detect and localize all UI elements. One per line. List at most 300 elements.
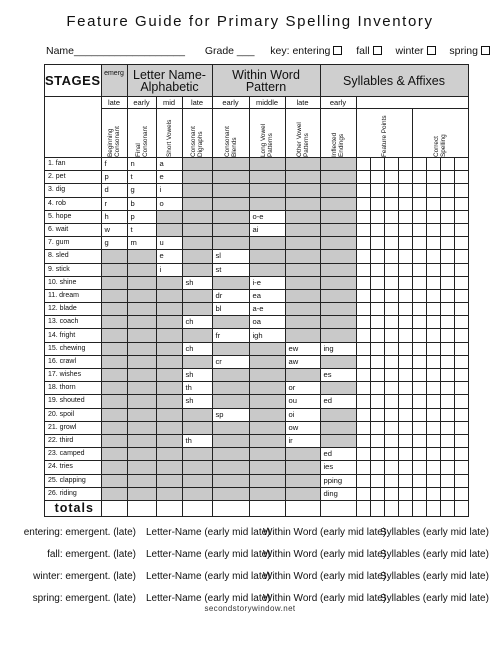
- feature-cell[interactable]: [249, 184, 285, 197]
- feature-cell[interactable]: [156, 355, 182, 368]
- tally-cell[interactable]: [412, 487, 426, 500]
- feature-cell[interactable]: [320, 408, 356, 421]
- tally-cell[interactable]: [454, 434, 468, 447]
- tally-cell[interactable]: [426, 263, 440, 276]
- feature-cell[interactable]: p: [101, 171, 127, 184]
- tally-cell[interactable]: [412, 250, 426, 263]
- feature-cell[interactable]: es: [320, 369, 356, 382]
- feature-cell[interactable]: i: [156, 184, 182, 197]
- feature-cell[interactable]: [101, 289, 127, 302]
- tally-cell[interactable]: [440, 263, 454, 276]
- feature-cell[interactable]: sl: [212, 250, 249, 263]
- tally-cell[interactable]: [356, 408, 370, 421]
- tally-cell[interactable]: [412, 474, 426, 487]
- feature-cell[interactable]: [101, 342, 127, 355]
- feature-cell[interactable]: [127, 276, 156, 289]
- feature-cell[interactable]: [249, 382, 285, 395]
- tally-cell[interactable]: [454, 329, 468, 342]
- tally-cell[interactable]: [398, 342, 412, 355]
- feature-cell[interactable]: cr: [212, 355, 249, 368]
- tally-cell[interactable]: [370, 250, 384, 263]
- feature-cell[interactable]: [127, 448, 156, 461]
- feature-cell[interactable]: [285, 263, 320, 276]
- tally-cell[interactable]: [370, 355, 384, 368]
- feature-cell[interactable]: [127, 303, 156, 316]
- feature-cell[interactable]: b: [127, 197, 156, 210]
- feature-cell[interactable]: a: [156, 158, 182, 171]
- feature-cell[interactable]: [127, 369, 156, 382]
- tally-cell[interactable]: [356, 487, 370, 500]
- feature-cell[interactable]: bl: [212, 303, 249, 316]
- feature-cell[interactable]: [249, 487, 285, 500]
- feature-cell[interactable]: [249, 250, 285, 263]
- tally-cell[interactable]: [384, 237, 398, 250]
- feature-cell[interactable]: [285, 448, 320, 461]
- tally-cell[interactable]: [370, 276, 384, 289]
- feature-cell[interactable]: [127, 355, 156, 368]
- feature-cell[interactable]: [285, 329, 320, 342]
- tally-cell[interactable]: [370, 197, 384, 210]
- tally-cell[interactable]: [370, 434, 384, 447]
- feature-cell[interactable]: [182, 223, 212, 236]
- tally-cell[interactable]: [454, 487, 468, 500]
- feature-cell[interactable]: [101, 263, 127, 276]
- fall-checkbox[interactable]: [373, 46, 382, 55]
- feature-cell[interactable]: m: [127, 237, 156, 250]
- tally-cell[interactable]: [356, 474, 370, 487]
- feature-cell[interactable]: [156, 395, 182, 408]
- feature-cell[interactable]: sp: [212, 408, 249, 421]
- feature-cell[interactable]: [182, 474, 212, 487]
- tally-cell[interactable]: [440, 289, 454, 302]
- tally-cell[interactable]: [412, 369, 426, 382]
- feature-cell[interactable]: [101, 355, 127, 368]
- tally-cell[interactable]: [426, 421, 440, 434]
- total-cell[interactable]: [398, 500, 412, 516]
- feature-cell[interactable]: ew: [285, 342, 320, 355]
- tally-cell[interactable]: [356, 263, 370, 276]
- feature-cell[interactable]: d: [101, 184, 127, 197]
- tally-cell[interactable]: [440, 250, 454, 263]
- tally-cell[interactable]: [356, 355, 370, 368]
- tally-cell[interactable]: [454, 342, 468, 355]
- tally-cell[interactable]: [440, 303, 454, 316]
- tally-cell[interactable]: [454, 382, 468, 395]
- feature-cell[interactable]: [320, 171, 356, 184]
- feature-cell[interactable]: [101, 369, 127, 382]
- feature-cell[interactable]: [320, 329, 356, 342]
- tally-cell[interactable]: [454, 197, 468, 210]
- total-cell[interactable]: [212, 500, 249, 516]
- feature-cell[interactable]: [249, 263, 285, 276]
- tally-cell[interactable]: [384, 461, 398, 474]
- tally-cell[interactable]: [440, 316, 454, 329]
- feature-cell[interactable]: [156, 382, 182, 395]
- feature-cell[interactable]: [156, 369, 182, 382]
- tally-cell[interactable]: [426, 171, 440, 184]
- tally-cell[interactable]: [398, 448, 412, 461]
- feature-cell[interactable]: [285, 461, 320, 474]
- feature-cell[interactable]: [156, 408, 182, 421]
- tally-cell[interactable]: [370, 369, 384, 382]
- tally-cell[interactable]: [384, 408, 398, 421]
- tally-cell[interactable]: [440, 487, 454, 500]
- tally-cell[interactable]: [426, 369, 440, 382]
- feature-cell[interactable]: [249, 448, 285, 461]
- feature-cell[interactable]: ed: [320, 448, 356, 461]
- tally-cell[interactable]: [454, 184, 468, 197]
- feature-cell[interactable]: [127, 461, 156, 474]
- tally-cell[interactable]: [398, 184, 412, 197]
- feature-cell[interactable]: [156, 276, 182, 289]
- feature-cell[interactable]: [127, 382, 156, 395]
- total-cell[interactable]: [356, 500, 370, 516]
- tally-cell[interactable]: [426, 329, 440, 342]
- feature-cell[interactable]: [249, 474, 285, 487]
- tally-cell[interactable]: [384, 369, 398, 382]
- feature-cell[interactable]: t: [127, 171, 156, 184]
- feature-cell[interactable]: [320, 197, 356, 210]
- feature-cell[interactable]: [320, 184, 356, 197]
- tally-cell[interactable]: [412, 303, 426, 316]
- tally-cell[interactable]: [426, 448, 440, 461]
- total-cell[interactable]: [454, 500, 468, 516]
- feature-cell[interactable]: or: [285, 382, 320, 395]
- feature-cell[interactable]: [285, 276, 320, 289]
- feature-cell[interactable]: [212, 223, 249, 236]
- tally-cell[interactable]: [426, 474, 440, 487]
- tally-cell[interactable]: [384, 289, 398, 302]
- feature-cell[interactable]: [320, 289, 356, 302]
- feature-cell[interactable]: g: [101, 237, 127, 250]
- feature-cell[interactable]: [249, 369, 285, 382]
- tally-cell[interactable]: [412, 263, 426, 276]
- feature-cell[interactable]: [182, 487, 212, 500]
- feature-cell[interactable]: fr: [212, 329, 249, 342]
- tally-cell[interactable]: [440, 223, 454, 236]
- total-cell[interactable]: [370, 500, 384, 516]
- tally-cell[interactable]: [370, 171, 384, 184]
- tally-cell[interactable]: [454, 355, 468, 368]
- tally-cell[interactable]: [398, 434, 412, 447]
- tally-cell[interactable]: [384, 171, 398, 184]
- feature-cell[interactable]: [212, 158, 249, 171]
- tally-cell[interactable]: [370, 342, 384, 355]
- feature-cell[interactable]: [249, 461, 285, 474]
- tally-cell[interactable]: [384, 474, 398, 487]
- tally-cell[interactable]: [426, 250, 440, 263]
- feature-cell[interactable]: [127, 408, 156, 421]
- feature-cell[interactable]: [212, 434, 249, 447]
- tally-cell[interactable]: [398, 355, 412, 368]
- tally-cell[interactable]: [426, 237, 440, 250]
- tally-cell[interactable]: [412, 316, 426, 329]
- feature-cell[interactable]: [101, 250, 127, 263]
- feature-cell[interactable]: [285, 210, 320, 223]
- tally-cell[interactable]: [370, 395, 384, 408]
- feature-cell[interactable]: [212, 237, 249, 250]
- tally-cell[interactable]: [384, 250, 398, 263]
- tally-cell[interactable]: [356, 448, 370, 461]
- feature-cell[interactable]: [320, 223, 356, 236]
- tally-cell[interactable]: [454, 408, 468, 421]
- tally-cell[interactable]: [426, 289, 440, 302]
- tally-cell[interactable]: [384, 210, 398, 223]
- feature-cell[interactable]: [101, 474, 127, 487]
- tally-cell[interactable]: [356, 210, 370, 223]
- tally-cell[interactable]: [454, 421, 468, 434]
- tally-cell[interactable]: [426, 184, 440, 197]
- tally-cell[interactable]: [440, 395, 454, 408]
- feature-cell[interactable]: [156, 223, 182, 236]
- feature-cell[interactable]: [101, 316, 127, 329]
- total-cell[interactable]: [156, 500, 182, 516]
- feature-cell[interactable]: [156, 461, 182, 474]
- tally-cell[interactable]: [384, 421, 398, 434]
- feature-cell[interactable]: [285, 474, 320, 487]
- feature-cell[interactable]: [212, 184, 249, 197]
- total-cell[interactable]: [320, 500, 356, 516]
- tally-cell[interactable]: [370, 223, 384, 236]
- feature-cell[interactable]: [320, 276, 356, 289]
- tally-cell[interactable]: [370, 382, 384, 395]
- tally-cell[interactable]: [440, 171, 454, 184]
- feature-cell[interactable]: [127, 421, 156, 434]
- tally-cell[interactable]: [370, 487, 384, 500]
- feature-cell[interactable]: [320, 434, 356, 447]
- tally-cell[interactable]: [454, 303, 468, 316]
- tally-cell[interactable]: [356, 329, 370, 342]
- tally-cell[interactable]: [426, 487, 440, 500]
- tally-cell[interactable]: [356, 158, 370, 171]
- tally-cell[interactable]: [370, 421, 384, 434]
- feature-cell[interactable]: [212, 487, 249, 500]
- feature-cell[interactable]: [156, 342, 182, 355]
- winter-checkbox[interactable]: [427, 46, 436, 55]
- tally-cell[interactable]: [370, 237, 384, 250]
- feature-cell[interactable]: t: [127, 223, 156, 236]
- tally-cell[interactable]: [454, 263, 468, 276]
- feature-cell[interactable]: [285, 184, 320, 197]
- total-cell[interactable]: [285, 500, 320, 516]
- feature-cell[interactable]: [182, 197, 212, 210]
- spring-checkbox[interactable]: [481, 46, 490, 55]
- tally-cell[interactable]: [440, 474, 454, 487]
- feature-cell[interactable]: sh: [182, 395, 212, 408]
- feature-cell[interactable]: [101, 448, 127, 461]
- tally-cell[interactable]: [426, 434, 440, 447]
- tally-cell[interactable]: [426, 355, 440, 368]
- tally-cell[interactable]: [356, 197, 370, 210]
- tally-cell[interactable]: [384, 303, 398, 316]
- feature-cell[interactable]: [156, 434, 182, 447]
- tally-cell[interactable]: [370, 303, 384, 316]
- feature-cell[interactable]: [212, 316, 249, 329]
- tally-cell[interactable]: [412, 210, 426, 223]
- feature-cell[interactable]: [182, 355, 212, 368]
- feature-cell[interactable]: r: [101, 197, 127, 210]
- tally-cell[interactable]: [398, 369, 412, 382]
- tally-cell[interactable]: [412, 434, 426, 447]
- tally-cell[interactable]: [356, 395, 370, 408]
- feature-cell[interactable]: [156, 316, 182, 329]
- tally-cell[interactable]: [356, 342, 370, 355]
- feature-cell[interactable]: ed: [320, 395, 356, 408]
- tally-cell[interactable]: [440, 197, 454, 210]
- tally-cell[interactable]: [412, 158, 426, 171]
- tally-cell[interactable]: [384, 263, 398, 276]
- feature-cell[interactable]: [320, 316, 356, 329]
- feature-cell[interactable]: [127, 316, 156, 329]
- tally-cell[interactable]: [398, 210, 412, 223]
- tally-cell[interactable]: [356, 369, 370, 382]
- tally-cell[interactable]: [356, 382, 370, 395]
- tally-cell[interactable]: [398, 237, 412, 250]
- feature-cell[interactable]: ing: [320, 342, 356, 355]
- feature-cell[interactable]: [285, 237, 320, 250]
- feature-cell[interactable]: [285, 316, 320, 329]
- tally-cell[interactable]: [398, 197, 412, 210]
- tally-cell[interactable]: [356, 421, 370, 434]
- tally-cell[interactable]: [370, 210, 384, 223]
- feature-cell[interactable]: oi: [285, 408, 320, 421]
- tally-cell[interactable]: [412, 184, 426, 197]
- tally-cell[interactable]: [398, 316, 412, 329]
- tally-cell[interactable]: [412, 237, 426, 250]
- feature-cell[interactable]: [127, 342, 156, 355]
- tally-cell[interactable]: [426, 223, 440, 236]
- feature-cell[interactable]: [212, 171, 249, 184]
- feature-cell[interactable]: n: [127, 158, 156, 171]
- tally-cell[interactable]: [412, 421, 426, 434]
- tally-cell[interactable]: [356, 171, 370, 184]
- feature-cell[interactable]: e: [156, 171, 182, 184]
- tally-cell[interactable]: [398, 171, 412, 184]
- feature-cell[interactable]: ir: [285, 434, 320, 447]
- feature-cell[interactable]: sh: [182, 369, 212, 382]
- total-cell[interactable]: [440, 500, 454, 516]
- feature-cell[interactable]: [127, 474, 156, 487]
- feature-cell[interactable]: [101, 276, 127, 289]
- feature-cell[interactable]: [156, 329, 182, 342]
- feature-cell[interactable]: [249, 434, 285, 447]
- feature-cell[interactable]: dr: [212, 289, 249, 302]
- tally-cell[interactable]: [454, 461, 468, 474]
- tally-cell[interactable]: [412, 329, 426, 342]
- tally-cell[interactable]: [454, 448, 468, 461]
- tally-cell[interactable]: [454, 210, 468, 223]
- feature-cell[interactable]: g: [127, 184, 156, 197]
- feature-cell[interactable]: [101, 303, 127, 316]
- feature-cell[interactable]: [249, 158, 285, 171]
- feature-cell[interactable]: [212, 461, 249, 474]
- feature-cell[interactable]: ies: [320, 461, 356, 474]
- feature-cell[interactable]: ai: [249, 223, 285, 236]
- feature-cell[interactable]: [182, 461, 212, 474]
- tally-cell[interactable]: [440, 408, 454, 421]
- tally-cell[interactable]: [412, 461, 426, 474]
- tally-cell[interactable]: [356, 184, 370, 197]
- tally-cell[interactable]: [370, 263, 384, 276]
- feature-cell[interactable]: [285, 197, 320, 210]
- tally-cell[interactable]: [356, 461, 370, 474]
- feature-cell[interactable]: igh: [249, 329, 285, 342]
- feature-cell[interactable]: [212, 421, 249, 434]
- feature-cell[interactable]: [182, 289, 212, 302]
- tally-cell[interactable]: [440, 184, 454, 197]
- tally-cell[interactable]: [398, 263, 412, 276]
- feature-cell[interactable]: ding: [320, 487, 356, 500]
- feature-cell[interactable]: h: [101, 210, 127, 223]
- tally-cell[interactable]: [454, 316, 468, 329]
- tally-cell[interactable]: [454, 250, 468, 263]
- feature-cell[interactable]: u: [156, 237, 182, 250]
- tally-cell[interactable]: [440, 329, 454, 342]
- feature-cell[interactable]: th: [182, 382, 212, 395]
- feature-cell[interactable]: [285, 487, 320, 500]
- total-cell[interactable]: [249, 500, 285, 516]
- feature-cell[interactable]: [285, 369, 320, 382]
- tally-cell[interactable]: [398, 461, 412, 474]
- feature-cell[interactable]: [101, 421, 127, 434]
- total-cell[interactable]: [384, 500, 398, 516]
- feature-cell[interactable]: [212, 474, 249, 487]
- tally-cell[interactable]: [426, 158, 440, 171]
- tally-cell[interactable]: [398, 303, 412, 316]
- tally-cell[interactable]: [384, 184, 398, 197]
- feature-cell[interactable]: [182, 158, 212, 171]
- feature-cell[interactable]: [182, 303, 212, 316]
- tally-cell[interactable]: [384, 487, 398, 500]
- feature-cell[interactable]: [127, 263, 156, 276]
- feature-cell[interactable]: [249, 197, 285, 210]
- tally-cell[interactable]: [426, 395, 440, 408]
- tally-cell[interactable]: [398, 329, 412, 342]
- tally-cell[interactable]: [440, 369, 454, 382]
- feature-cell[interactable]: [320, 250, 356, 263]
- feature-cell[interactable]: [320, 382, 356, 395]
- tally-cell[interactable]: [384, 223, 398, 236]
- feature-cell[interactable]: [101, 395, 127, 408]
- tally-cell[interactable]: [412, 289, 426, 302]
- feature-cell[interactable]: [101, 461, 127, 474]
- tally-cell[interactable]: [398, 487, 412, 500]
- tally-cell[interactable]: [384, 342, 398, 355]
- tally-cell[interactable]: [356, 276, 370, 289]
- tally-cell[interactable]: [356, 434, 370, 447]
- tally-cell[interactable]: [384, 158, 398, 171]
- total-cell[interactable]: [412, 500, 426, 516]
- tally-cell[interactable]: [412, 408, 426, 421]
- tally-cell[interactable]: [440, 448, 454, 461]
- tally-cell[interactable]: [426, 316, 440, 329]
- tally-cell[interactable]: [426, 210, 440, 223]
- tally-cell[interactable]: [398, 276, 412, 289]
- feature-cell[interactable]: [156, 303, 182, 316]
- feature-cell[interactable]: [212, 448, 249, 461]
- feature-cell[interactable]: [101, 487, 127, 500]
- feature-cell[interactable]: [127, 434, 156, 447]
- feature-cell[interactable]: [212, 197, 249, 210]
- feature-cell[interactable]: [182, 171, 212, 184]
- tally-cell[interactable]: [412, 355, 426, 368]
- feature-cell[interactable]: p: [127, 210, 156, 223]
- feature-cell[interactable]: [101, 382, 127, 395]
- tally-cell[interactable]: [384, 329, 398, 342]
- feature-cell[interactable]: pping: [320, 474, 356, 487]
- feature-cell[interactable]: [182, 448, 212, 461]
- tally-cell[interactable]: [454, 369, 468, 382]
